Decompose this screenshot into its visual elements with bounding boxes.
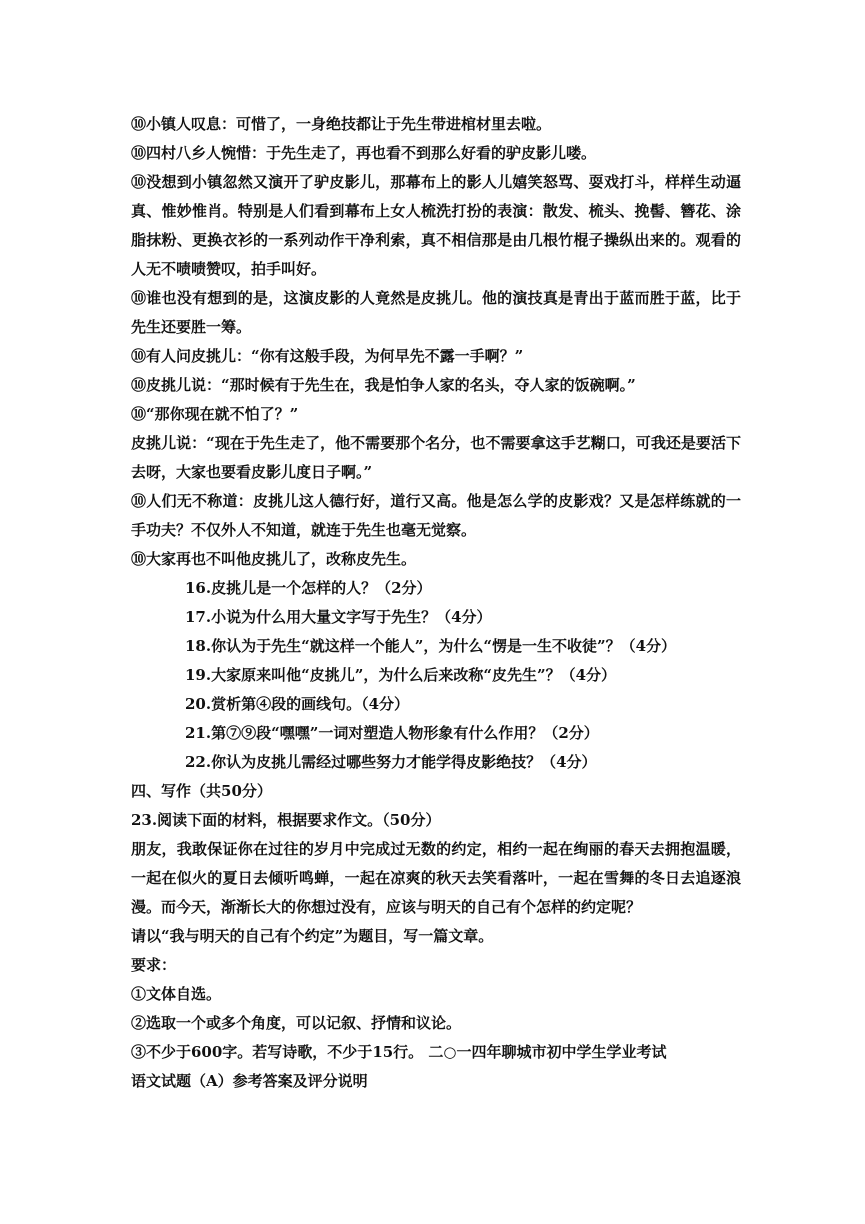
story-paragraph-1: ⑩小镇人叹息：可惜了，一身绝技都让于先生带进棺材里去啦。 (131, 115, 552, 133)
story-paragraph-8: 皮挑儿说：“现在于先生走了，他不需要那个名分，也不需要拿这手艺糊口，可我还是要活下去呀，大家也要看皮影儿度日子啊。” (131, 434, 741, 481)
story-paragraph-5: ⑩有人问皮挑儿：“你有这般手段，为何早先不露一手啊？” (131, 347, 524, 365)
story-paragraph-7: ⑩“那你现在就不怕了？” (131, 405, 299, 423)
writing-prompt-title: 23.阅读下面的材料，根据要求作文。（50分） (131, 811, 441, 829)
question-19: 19.大家原来叫他“皮挑儿”，为什么后来改称“皮先生”？（4分） (185, 666, 617, 684)
question-18: 18.你认为于先生“就这样一个能人”，为什么“愣是一生不收徒”？（4分） (185, 637, 677, 655)
writing-requirement-2: ②选取一个或多个角度，可以记叙、抒情和议论。 (131, 1014, 462, 1032)
story-paragraph-10: ⑩大家再也不叫他皮挑儿了，改称皮先生。 (131, 550, 417, 568)
writing-requirement-3: ③不少于600字。若写诗歌，不少于15行。 二○一四年聊城市初中学生学业考试 (131, 1043, 667, 1061)
answer-key-heading: 语文试题（A）参考答案及评分说明 (131, 1072, 368, 1090)
document-page (131, 110, 741, 1096)
writing-requirement-1: ①文体自选。 (131, 985, 222, 1003)
question-22: 22.你认为皮挑儿需经过哪些努力才能学得皮影绝技？（4分） (185, 753, 597, 771)
story-paragraph-4: ⑩谁也没有想到的是，这演皮影的人竟然是皮挑儿。他的演技真是青出于蓝而胜于蓝，比于先生还要胜一筹。 (131, 289, 741, 336)
question-21: 21.第⑦⑨段“嘿嘿”一词对塑造人物形象有什么作用？（2分） (185, 724, 599, 742)
story-paragraph-3: ⑩没想到小镇忽然又演开了驴皮影儿，那幕布上的影人儿嬉笑怒骂、耍戏打斗，样样生动逼真、惟妙惟肖。特别是人们看到幕布上女人梳洗打扮的表演：散发、梳头、挽髻、簪花、涂脂抹粉、更换衣衫的一系列动作干净利索，真不相信那是由几根竹棍子操纵出来的。观看的人无不啧啧赞叹，拍手叫好。 (131, 173, 741, 278)
writing-material: 朋友，我敢保证你在过往的岁月中完成过无数的约定，相约一起在绚丽的春天去拥抱温暖，一起在似火的夏日去倾听鸣蝉，一起在凉爽的秋天去笑看落叶，一起在雪舞的冬日去追逐浪漫。而今天，渐渐长大的你想过没有，应该与明天的自己有个怎样的约定呢？ (131, 840, 741, 916)
writing-section-title: 四、写作（共50分） (131, 782, 272, 800)
question-20: 20.赏析第④段的画线句。（4分） (185, 695, 410, 713)
writing-instruction: 请以“我与明天的自己有个约定”为题目，写一篇文章。 (131, 927, 494, 945)
story-paragraph-6: ⑩皮挑儿说：“那时候有于先生在，我是怕争人家的名头，夺人家的饭碗啊。” (131, 376, 636, 394)
story-paragraph-9: ⑩人们无不称道：皮挑儿这人德行好，道行又高。他是怎么学的皮影戏？又是怎样练就的一手功夫？不仅外人不知道，就连于先生也毫无觉察。 (131, 492, 741, 539)
question-17: 17.小说为什么用大量文字写于先生？（4分） (185, 608, 492, 626)
question-16: 16.皮挑儿是一个怎样的人？（2分） (185, 579, 432, 597)
writing-requirements-label: 要求： (131, 956, 177, 974)
story-paragraph-2: ⑩四村八乡人惋惜：于先生走了，再也看不到那么好看的驴皮影儿喽。 (131, 144, 597, 162)
